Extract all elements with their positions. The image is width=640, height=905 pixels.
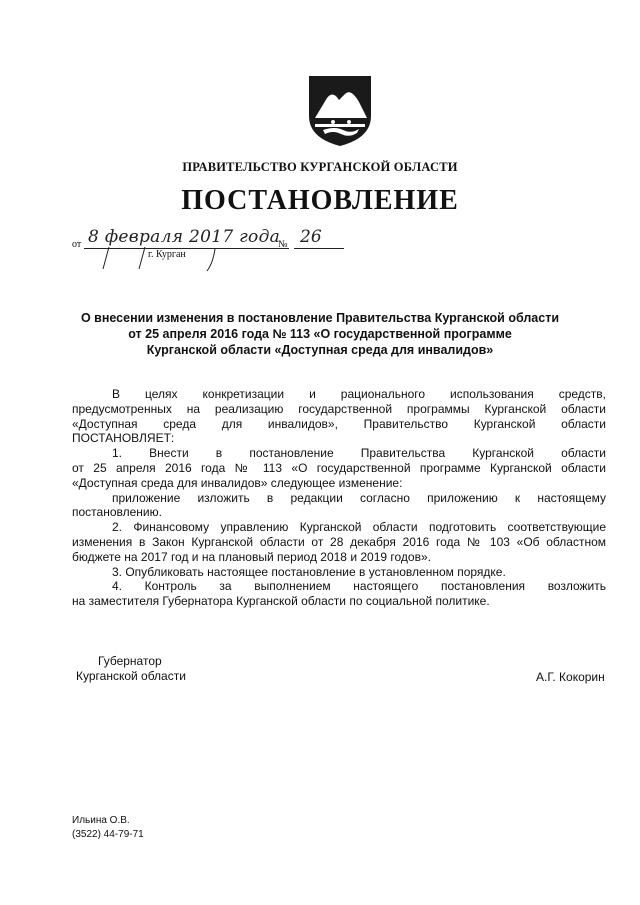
body-line: 1. Внести в постановление Правительства Курганской области [112,446,606,461]
title-line: от 25 апреля 2016 года № 113 «О государственной программе [128,327,512,341]
signatory-region: Курганской области [76,669,186,683]
body-line: 3. Опубликовать настоящее постановление в установленном порядке. [112,564,506,579]
body-line: бюджете на 2017 год и на плановый период 2018 и 2019 годов». [72,549,431,564]
signatory-title [76,654,186,684]
body-line: «Доступная среда для инвалидов», Правительство Курганской области [72,416,606,431]
number-underline [294,248,344,249]
date-prefix: от [72,239,82,250]
handwritten-number: 26 [300,227,322,247]
number-prefix: № [278,239,288,250]
executor-phone: (3522) 44-79-71 [72,829,144,840]
body-line: изменения в Закон Курганской области от 28 декабря 2016 года № 103 «Об областном [72,534,606,549]
body-line: приложение изложить в редакции согласно приложению к настоящему [112,490,606,505]
kurgan-region-coat-of-arms-icon [305,72,375,148]
body-line: «Доступная среда для инвалидов» следующее изменение: [72,475,403,490]
body-line: постановлению. [72,505,162,520]
signatory-name: А.Г. Кокорин [536,670,605,684]
body-line: предусмотренных на реализацию государственной программы Курганской области [72,401,606,416]
resolution-body [72,387,606,609]
handwriting-stroke-icon [97,241,277,271]
city: г. Курган [148,249,186,260]
body-line: 4. Контроль за выполнением настоящего постановления возложить [112,579,606,594]
executor-info [72,814,144,842]
body-line: от 25 апреля 2016 года № 113 «О государственной программе Курганской области [72,460,606,475]
resolution-title [60,310,580,358]
body-line: на заместителя Губернатора Курганской области по социальной политике. [72,594,490,609]
document-type: ПОСТАНОВЛЕНИЕ [181,185,459,216]
title-line: Курганской области «Доступная среда для инвалидов» [146,343,494,357]
body-line: 2. Финансовому управлению Курганской области подготовить соответствующие [112,520,606,535]
signatory-position: Губернатор [98,654,162,668]
body-line: ПОСТАНОВЛЯЕТ: [72,431,175,446]
handwritten-date: 8 февраля 2017 года [88,227,281,247]
executor-name: Ильина О.В. [72,815,130,826]
registration-line [72,229,362,259]
government-name: ПРАВИТЕЛЬСТВО КУРГАНСКОЙ ОБЛАСТИ [182,160,458,174]
title-line: О внесении изменения в постановление Правительства Курганской области [80,311,560,325]
body-line: В целях конкретизации и рационального использования средств, [112,387,606,401]
